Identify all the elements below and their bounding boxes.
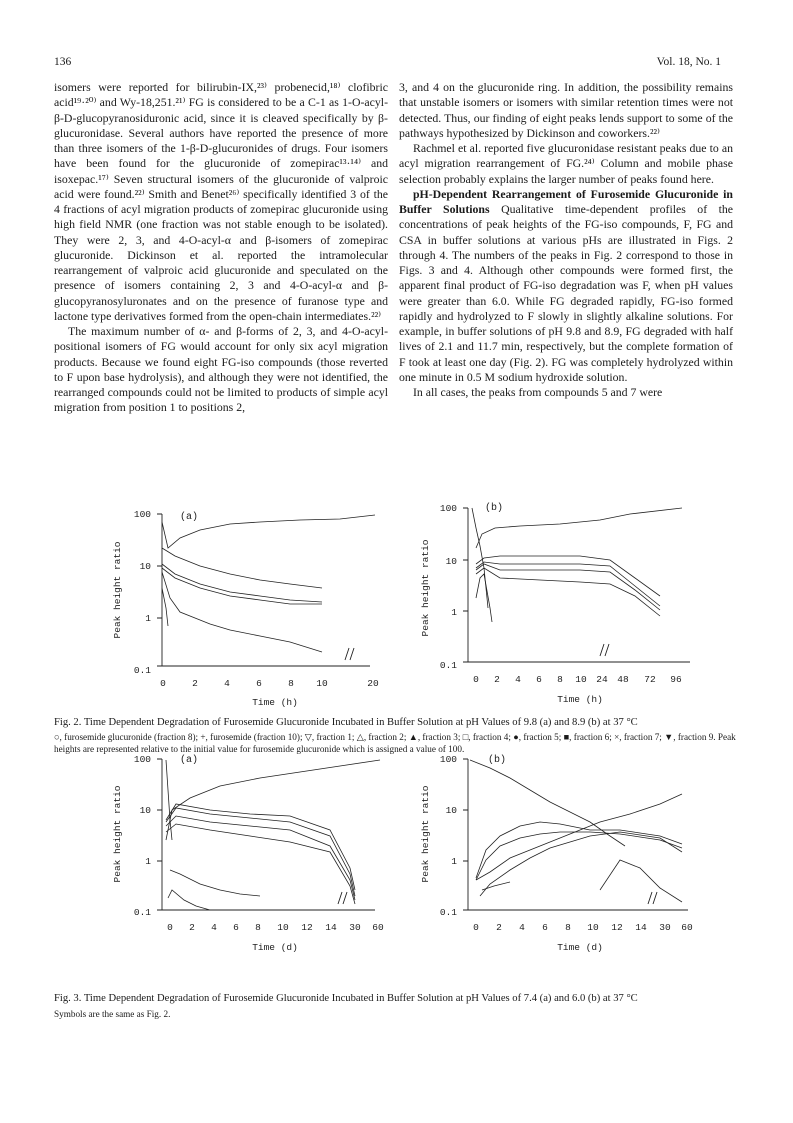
figure-3a xyxy=(100,750,400,980)
fig3a-y-axis-label: Peak height ratio xyxy=(112,785,123,883)
figure-3-caption: Fig. 3. Time Dependent Degradation of Furosemide Glucuronide Incubated in Buffer Solution at pH Values of 7.4 (a) and 6.0 (b) at 37 °C xyxy=(54,993,638,1004)
y-tick-label: 0.1 xyxy=(133,907,151,918)
section-heading: pH-Dependent Rearrangement of Furosemide Glucuronide in Buffer Solutions xyxy=(399,186,733,216)
fig3a-y-ticks xyxy=(134,754,151,918)
fig2a-data-curves xyxy=(162,515,375,652)
right-paragraph-2: Rachmel et al. reported five glucuronidase resistant peaks due to an acyl migration rearrangement of FG.²⁴⁾ Column and mobile phase selection probably explains the larger number of peaks found here. xyxy=(399,141,733,186)
x-tick-label: 2 xyxy=(494,674,500,685)
x-tick-label: 0 xyxy=(167,922,173,933)
x-tick-label: 8 xyxy=(565,922,571,933)
fig2a-y-ticks xyxy=(134,509,151,676)
x-tick-label: 10 xyxy=(277,922,289,933)
fig2a-x-ticks xyxy=(160,678,379,689)
page-number: 136 xyxy=(54,56,72,68)
x-tick-label: 8 xyxy=(288,678,294,689)
fig3a-x-ticks xyxy=(167,922,384,933)
x-tick-label: 96 xyxy=(670,674,682,685)
fig2b-panel-label: (b) xyxy=(485,503,504,514)
y-tick-label: 1 xyxy=(145,856,151,867)
fig3b-x-axis-label: Time (d) xyxy=(557,942,603,953)
fig3b-panel-label: (b) xyxy=(488,755,507,766)
y-tick-label: 0.1 xyxy=(439,907,457,918)
x-tick-label: 72 xyxy=(644,674,656,685)
x-tick-label: 4 xyxy=(211,922,217,933)
fig2a-x-axis-label: Time (h) xyxy=(252,697,298,708)
fig3a-panel-label: (a) xyxy=(180,755,199,766)
fig3a-axes xyxy=(157,759,375,910)
fig2b-x-axis-label: Time (h) xyxy=(557,694,603,705)
y-tick-label: 100 xyxy=(133,509,151,520)
x-tick-label: 60 xyxy=(681,922,693,933)
x-tick-label: 4 xyxy=(224,678,230,689)
volume-info: Vol. 18, No. 1 xyxy=(656,56,721,68)
x-tick-label: 10 xyxy=(587,922,599,933)
left-column xyxy=(54,80,388,416)
x-tick-label: 2 xyxy=(496,922,502,933)
fig3b-axes xyxy=(463,759,688,910)
x-tick-label: 24 xyxy=(596,674,608,685)
right-paragraph-3 xyxy=(399,187,733,385)
fig2a-axes xyxy=(157,514,370,666)
x-tick-label: 2 xyxy=(189,922,195,933)
y-tick-label: 1 xyxy=(451,607,457,618)
figure-3b xyxy=(420,750,720,980)
fig3b-y-axis-label: Peak height ratio xyxy=(420,785,431,883)
x-tick-label: 20 xyxy=(367,678,379,689)
x-tick-label: 12 xyxy=(301,922,313,933)
x-tick-label: 0 xyxy=(160,678,166,689)
y-tick-label: 100 xyxy=(133,754,151,765)
right-paragraph-1: 3, and 4 on the glucuronide ring. In addition, the possibility remains that unstable isomers or isomers with similar retention times were not detected. Thus, our finding of eight peaks lends support to some of the pathways hypothesized by Dickinson and coworkers.²²⁾ xyxy=(399,80,733,140)
x-tick-label: 14 xyxy=(325,922,337,933)
x-tick-label: 10 xyxy=(575,674,587,685)
x-tick-label: 6 xyxy=(542,922,548,933)
y-tick-label: 100 xyxy=(439,503,457,514)
left-paragraph-1: isomers were reported for bilirubin-IX,²³⁾ probenecid,¹⁸⁾ clofibric acid¹⁹·²⁰⁾ and Wy-18,251.²¹⁾ FG is considered to be a C-1 as 1-O-acyl-β-D-glucopyranosiduronic acid, since it is cleaved specifically by β-glucuronidase. Several authors have reported the presence of more than three isomers of the 1-β-D-glucuronides of drugs. Four isomers have been found for the glucuronide of zomepirac¹³·¹⁴⁾ and isoxepac.¹⁷⁾ Seven structural isomers of the glucuronide of valproic acid were found.²²⁾ Smith and Benet²⁶⁾ specifically identified 3 of the 4 fractions of acyl migration products of zomepirac glucuronide using high field NMR (one fraction was not stable enough to be isolated). They were 2, 3, and 4-O-acyl-α and β-isomers of zomepirac glucuronide. Dickinson et al. reported the intramolecular rearrangement of valproic acid glucuronide and speculated on the presence of isomers containing 2, 3 and 4-O-acyl-α and β-glucopyranosyluronates and on the presence of furanose type and lactone type derivatives formed from the open-chain intermediates.²²⁾ xyxy=(54,80,388,323)
y-tick-label: 10 xyxy=(139,805,151,816)
fig3b-x-ticks xyxy=(473,922,693,933)
x-tick-label: 48 xyxy=(617,674,629,685)
fig3b-data-curves xyxy=(470,760,682,902)
left-paragraph-2: The maximum number of α- and β-forms of 2, 3, and 4-O-acyl-positional isomers of FG would account for only six acyl migration products. Because we found eight FG-iso compounds (those reverted to F upon base hydrolysis), and although they were not identified, the rearranged compounds could not be limited to products of simple acyl migration from position 1 to positions 2, xyxy=(54,324,388,415)
x-tick-label: 0 xyxy=(473,674,479,685)
x-tick-label: 8 xyxy=(255,922,261,933)
fig3a-x-axis-label: Time (d) xyxy=(252,942,298,953)
figure-3-legend: Symbols are the same as Fig. 2. xyxy=(54,1009,171,1019)
figure-2b xyxy=(420,498,720,708)
fig2a-y-axis-label: Peak height ratio xyxy=(112,541,123,639)
section-body: Qualitative time-dependent profiles of the concentrations of peak heights of the FG-iso compounds, F, FG and CSA in buffer solutions at various pHs are illustrated in Figs. 2 through 4. The numbers of the peaks in Fig. 2 correspond to those in Figs. 3 and 4. Although other compounds were formed first, the apparent final product of FG-iso degradation was F, when pH values were greater than 6.0. While FG degraded rapidly, FG-iso formed rapidly and hydrolyzed to F slowly in slightly alkaline solutions. For example, in buffer solutions of pH 9.8 and 8.9, FG degraded with half lives of 2.1 and 11.7 min, respectively, but the complete formation of F took at least one day (Fig. 2). FG was completely hydrolyzed within one minute in 0.5 M sodium hydroxide solution. xyxy=(399,202,734,384)
fig2b-x-ticks xyxy=(473,674,682,685)
x-tick-label: 14 xyxy=(635,922,647,933)
x-tick-label: 6 xyxy=(233,922,239,933)
x-tick-label: 60 xyxy=(372,922,384,933)
fig2a-panel-label: (a) xyxy=(180,512,199,523)
y-tick-label: 0.1 xyxy=(133,665,151,676)
fig3a-data-curves xyxy=(166,760,380,910)
x-tick-label: 8 xyxy=(557,674,563,685)
x-tick-label: 30 xyxy=(659,922,671,933)
x-tick-label: 6 xyxy=(256,678,262,689)
y-tick-label: 10 xyxy=(139,561,151,572)
figure-2-caption: Fig. 2. Time Dependent Degradation of Furosemide Glucuronide Incubated in Buffer Solution at pH Values of 9.8 (a) and 8.9 (b) at 37 °C xyxy=(54,717,638,728)
y-tick-label: 10 xyxy=(445,805,457,816)
fig2b-axes xyxy=(463,508,690,662)
x-tick-label: 12 xyxy=(611,922,623,933)
y-tick-label: 1 xyxy=(451,856,457,867)
y-tick-label: 1 xyxy=(145,613,151,624)
fig2b-data-curves xyxy=(472,508,682,622)
x-tick-label: 30 xyxy=(349,922,361,933)
x-tick-label: 2 xyxy=(192,678,198,689)
fig3b-y-ticks xyxy=(440,754,457,918)
x-tick-label: 4 xyxy=(515,674,521,685)
x-tick-label: 6 xyxy=(536,674,542,685)
x-tick-label: 10 xyxy=(316,678,328,689)
fig2b-y-ticks xyxy=(440,503,457,671)
figure-2a xyxy=(100,508,400,708)
right-paragraph-4: In all cases, the peaks from compounds 5 and 7 were xyxy=(413,385,663,399)
x-tick-label: 0 xyxy=(473,922,479,933)
y-tick-label: 100 xyxy=(439,754,457,765)
y-tick-label: 0.1 xyxy=(439,660,457,671)
x-tick-label: 4 xyxy=(519,922,525,933)
fig2b-y-axis-label: Peak height ratio xyxy=(420,539,431,637)
right-column xyxy=(399,80,733,400)
figure-2-legend: ○, furosemide glucuronide (fraction 8); +, furosemide (fraction 10); ▽, fraction 1; △, fraction 2; ▲, fraction 3; □, fraction 4; ●, fraction 5; ■, fraction 6; ×, fraction 7; ▼, fraction 9. Peak heights are represented relative to the initial value for furosemide glucuronide which is assigned a value of 100. xyxy=(54,732,736,754)
y-tick-label: 10 xyxy=(445,556,457,567)
